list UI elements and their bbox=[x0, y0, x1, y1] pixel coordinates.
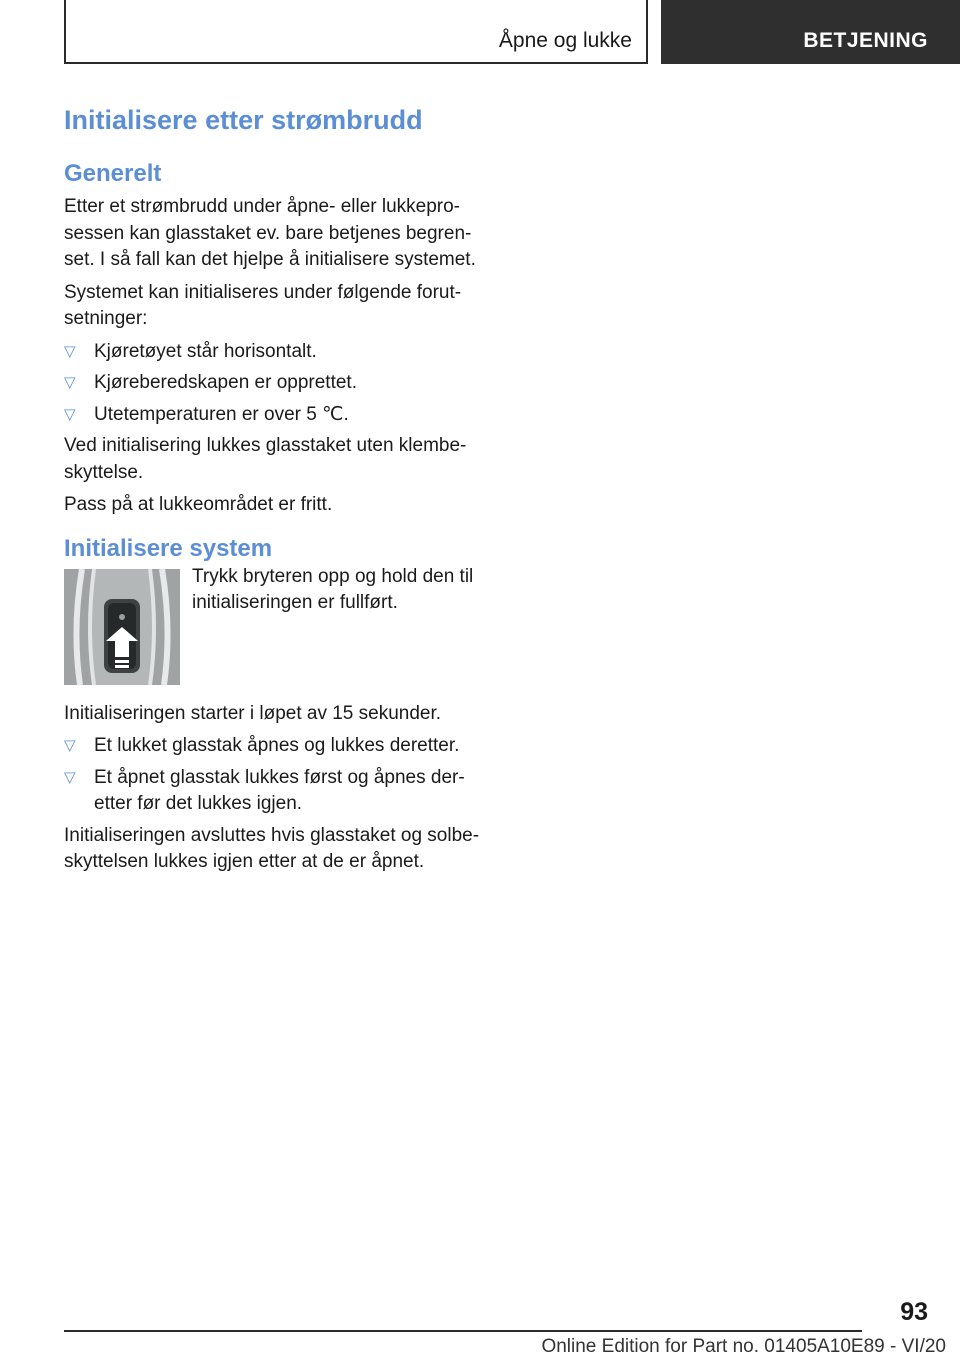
main-content bbox=[64, 102, 484, 882]
heading-general: Generelt bbox=[64, 160, 162, 187]
conditions-list bbox=[64, 339, 484, 429]
condition-text: Kjøreberedskapen er opprettet. bbox=[94, 372, 357, 393]
heading-system: Initialisere system bbox=[64, 534, 273, 562]
triangle-down-outline-icon: ▽ bbox=[64, 342, 76, 360]
figure-caption: Trykk bryteren opp og hold den til initialiseringen er fullført. bbox=[192, 565, 474, 613]
system-paragraph: Initialiseringen starter i løpet av 15 sekunder. bbox=[64, 702, 442, 724]
system-closing: Initialiseringen avsluttes hvis glasstaket og solbe-skyttelsen lukkes igjen etter at de er åpnet. bbox=[64, 824, 480, 872]
step-text: Et åpnet glasstak lukkes først og åpnes der-etter før det lukkes igjen. bbox=[94, 766, 465, 814]
header-section-box bbox=[64, 0, 648, 64]
chapter-title: BETJENING bbox=[803, 29, 928, 52]
figure-row bbox=[64, 565, 484, 685]
triangle-down-outline-icon: ▽ bbox=[64, 374, 76, 391]
page-number: 93 bbox=[900, 1298, 928, 1326]
general-paragraph-4: Pass på at lukkeområdet er fritt. bbox=[64, 494, 333, 515]
page-title: Initialisere etter strømbrudd bbox=[64, 105, 423, 135]
list-item bbox=[64, 370, 484, 397]
switch-illustration-svg bbox=[64, 569, 180, 685]
triangle-down-outline-icon: ▽ bbox=[64, 405, 76, 423]
roof-switch-illustration bbox=[64, 569, 180, 685]
steps-list bbox=[64, 733, 484, 818]
list-item bbox=[64, 765, 484, 818]
general-paragraph-1: Etter et strømbrudd under åpne- eller lukkepro-sessen kan glasstaket ev. bare betjenes begren-set. I så fall kan det hjelpe å initialisere systemet. bbox=[64, 196, 476, 270]
list-item bbox=[64, 402, 484, 429]
condition-text: Utetemperaturen er over 5 ℃. bbox=[94, 403, 349, 425]
general-paragraph-3: Ved initialisering lukkes glasstaket uten klembe-skyttelse. bbox=[64, 435, 467, 483]
list-item bbox=[64, 733, 484, 760]
edition-text: Online Edition for Part no. 01405A10E89 - VI/20 bbox=[541, 1336, 946, 1357]
header-chapter-box bbox=[661, 0, 960, 64]
section-title: Åpne og lukke bbox=[498, 29, 632, 52]
list-item bbox=[64, 339, 484, 366]
step-text: Et lukket glasstak åpnes og lukkes deretter. bbox=[94, 735, 460, 756]
triangle-down-outline-icon: ▽ bbox=[64, 737, 76, 754]
general-paragraph-2: Systemet kan initialiseres under følgende forut-setninger: bbox=[64, 281, 462, 329]
condition-text: Kjøretøyet står horisontalt. bbox=[94, 340, 317, 362]
triangle-down-outline-icon: ▽ bbox=[64, 768, 76, 786]
footer-divider bbox=[64, 1330, 862, 1332]
